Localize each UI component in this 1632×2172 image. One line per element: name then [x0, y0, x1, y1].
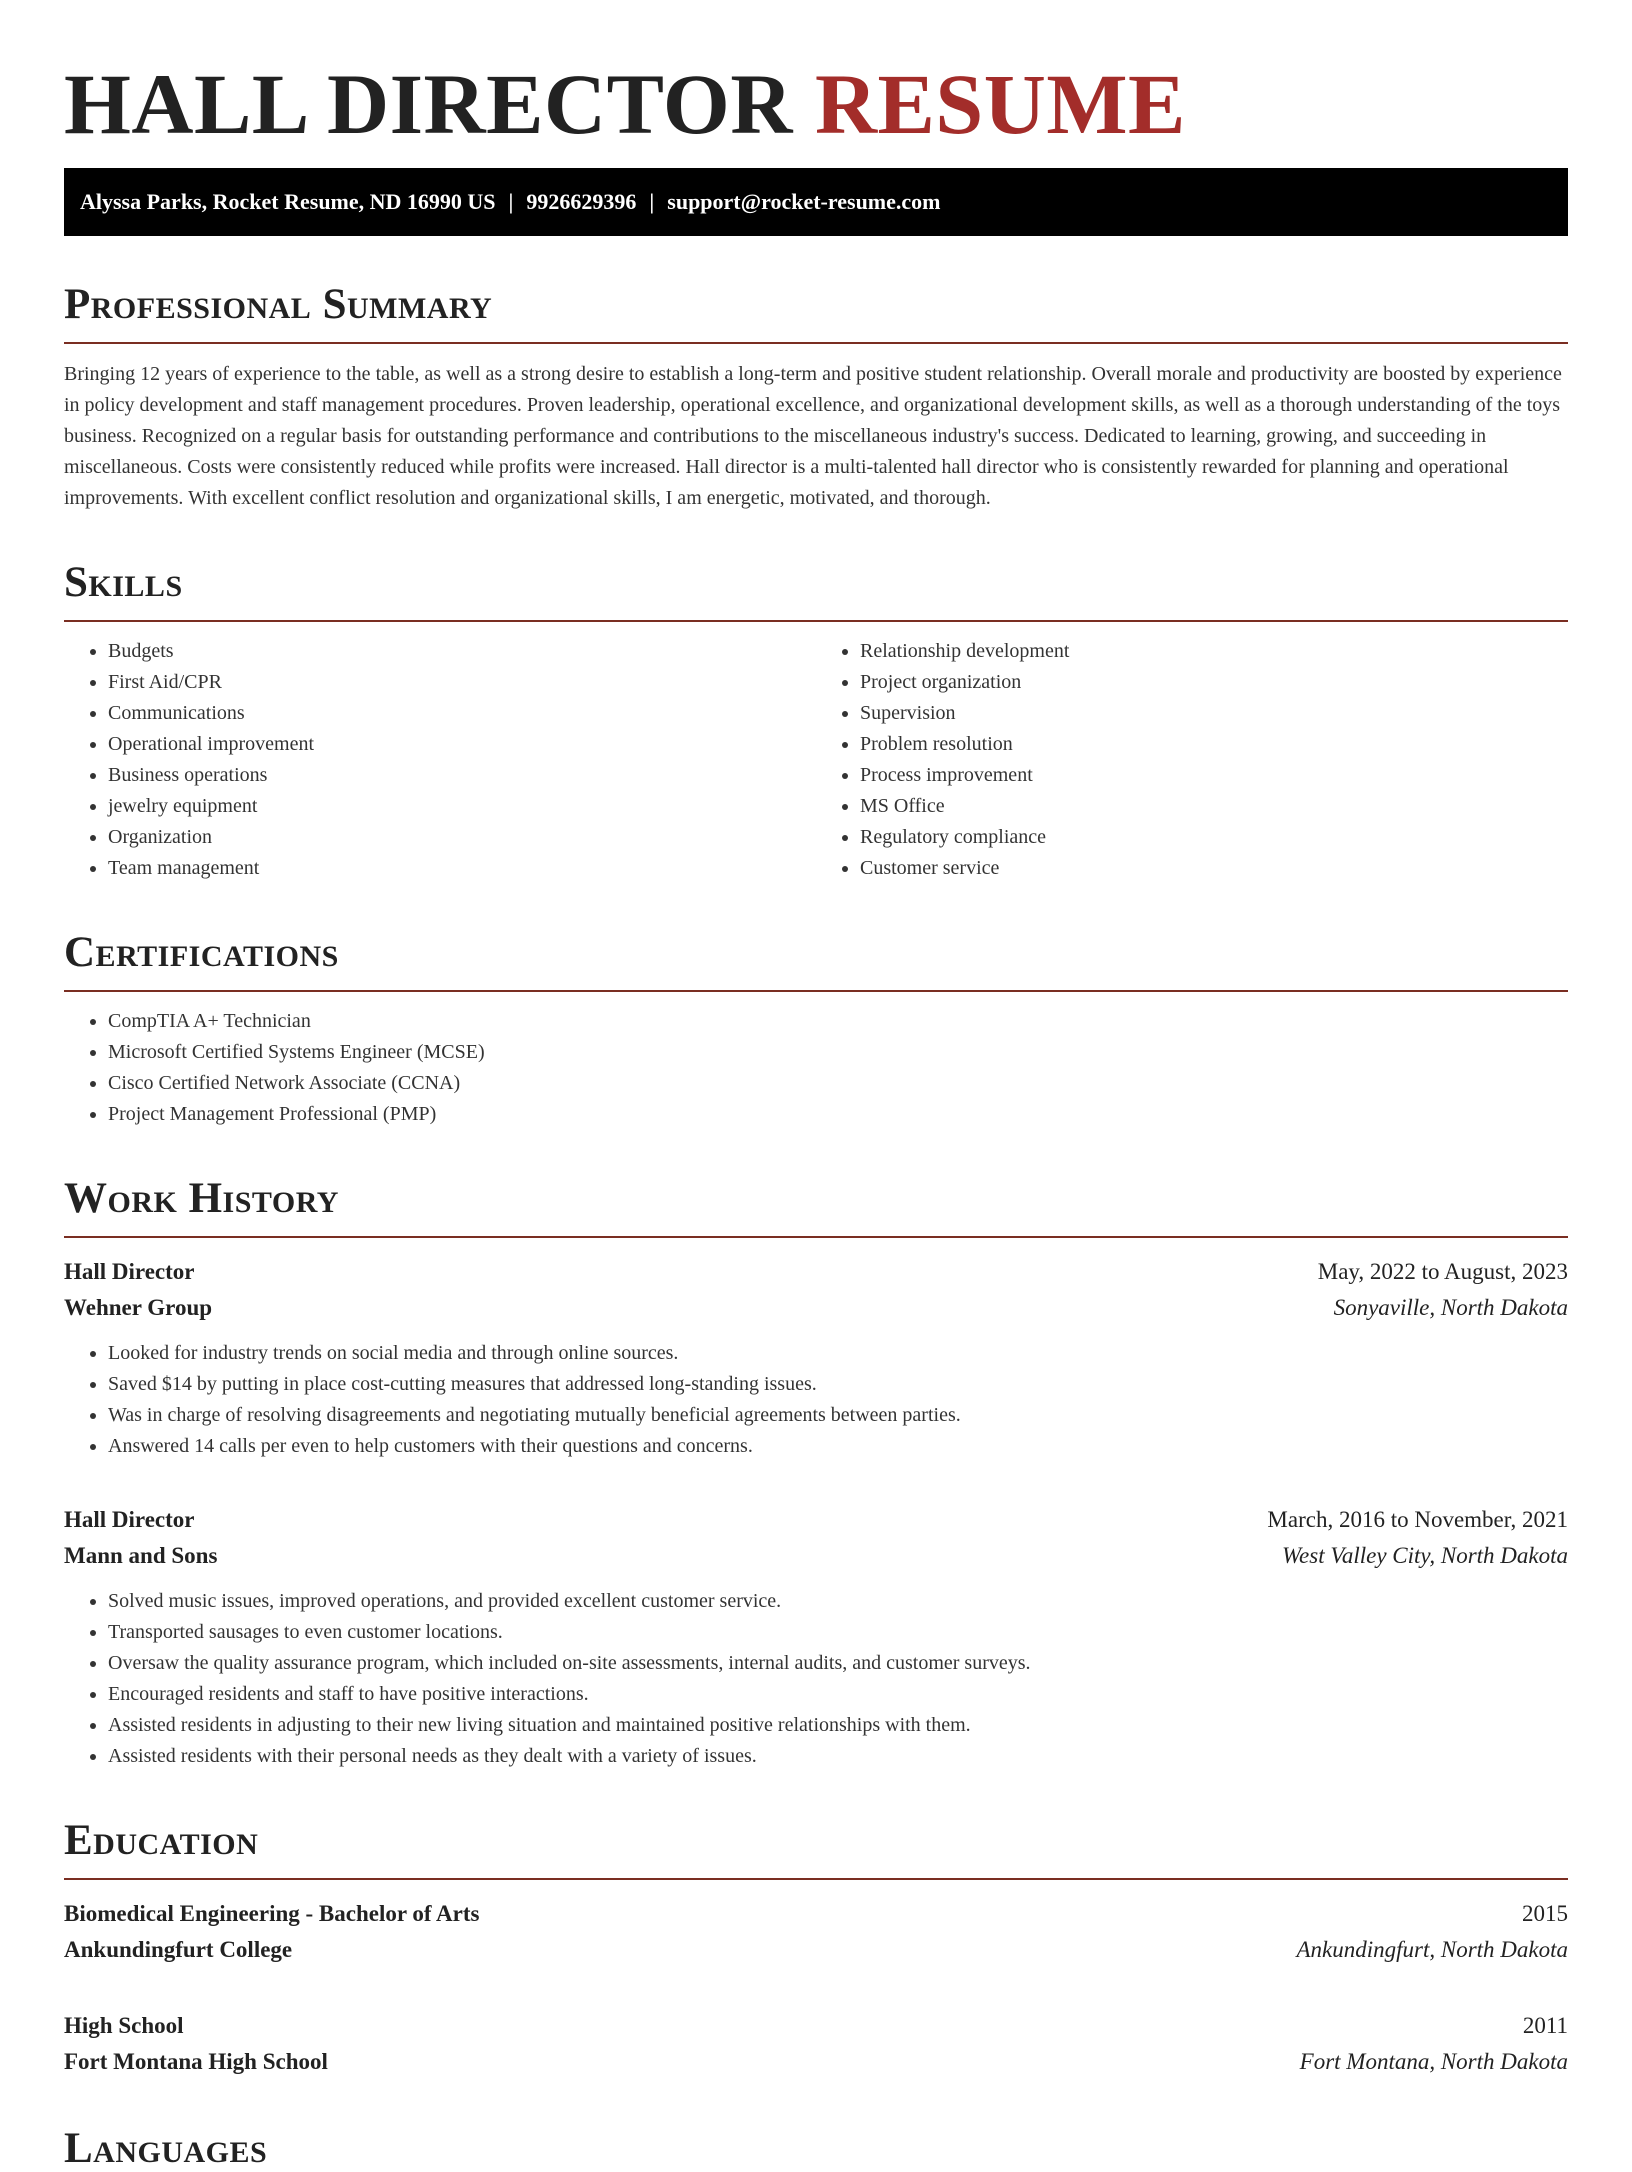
job-location: West Valley City, North Dakota — [1282, 1543, 1568, 1568]
section-divider — [64, 620, 1568, 622]
skill-item: • Relationship development — [860, 636, 1568, 667]
skill-item: • Process improvement — [860, 760, 1568, 791]
job-dates: March, 2016 to November, 2021 — [1267, 1507, 1568, 1532]
job-dates: May, 2022 to August, 2023 — [1317, 1259, 1568, 1284]
job-location: Sonyaville, North Dakota — [1333, 1295, 1568, 1320]
skill-item: • Project organization — [860, 667, 1568, 698]
skill-item: • Regulatory compliance — [860, 822, 1568, 853]
skill-item: • Budgets — [108, 636, 816, 667]
job-company: Mann and Sons — [64, 1543, 218, 1568]
job-duty: • Solved music issues, improved operations, and provided excellent customer service. — [108, 1586, 1568, 1617]
education-school-row — [64, 1932, 1568, 1968]
job-entry — [64, 1254, 1568, 1462]
job-company-row — [64, 1538, 1568, 1574]
education-school: Ankundingfurt College — [64, 1937, 293, 1962]
skills-list-left — [64, 636, 816, 884]
job-duty: • Transported sausages to even customer locations. — [108, 1617, 1568, 1648]
contact-phone: 9926629396 — [526, 189, 637, 214]
job-header-row — [64, 1502, 1568, 1538]
skill-item: • Customer service — [860, 853, 1568, 884]
section-heading-skills: Skills — [64, 559, 183, 606]
job-duty: • Assisted residents in adjusting to their new living situation and maintained positive relationships with them. — [108, 1710, 1568, 1741]
education-entry — [64, 2008, 1568, 2080]
summary-text: Bringing 12 years of experience to the table, as well as a strong desire to establish a long-term and positive student relationship. Overall morale and productivity are boosted by experience in policy development and staff management procedures. Proven leadership, operational excellence, and organizational development skills, as well as a thorough understanding of the toys business. Recognized on a regular basis for outstanding performance and contributions to the miscellaneous industry's success. Dedicated to learning, growing, and succeeding in miscellaneous. Costs were consistently reduced while profits were increased. Hall director is a multi-talented hall director who is consistently rewarded for planning and operational improvements. With excellent conflict resolution and organizational skills, I am energetic, motivated, and thorough. — [64, 363, 1562, 509]
skill-item: • jewelry equipment — [108, 791, 816, 822]
section-divider — [64, 342, 1568, 344]
section-heading-summary: Professional Summary — [64, 281, 493, 328]
job-duty: • Oversaw the quality assurance program, which included on-site assessments, internal audits, and customer surveys. — [108, 1648, 1568, 1679]
title-accent: RESUME — [814, 56, 1186, 152]
skills-grid — [64, 636, 1568, 884]
education-degree: High School — [64, 2013, 184, 2038]
education-degree: Biomedical Engineering - Bachelor of Arts — [64, 1901, 480, 1926]
education-degree-row — [64, 1896, 1568, 1932]
skill-item: • Business operations — [108, 760, 816, 791]
certification-item: • Cisco Certified Network Associate (CCNA) — [108, 1068, 1568, 1099]
skill-item: • Team management — [108, 853, 816, 884]
education-entry — [64, 1896, 1568, 1968]
certification-item: • CompTIA A+ Technician — [108, 1006, 1568, 1037]
job-title: Hall Director — [64, 1507, 195, 1532]
skill-item: • First Aid/CPR — [108, 667, 816, 698]
skill-item: • MS Office — [860, 791, 1568, 822]
education-year: 2011 — [1522, 2013, 1568, 2038]
contact-email: support@rocket-resume.com — [667, 189, 941, 214]
job-duty: • Encouraged residents and staff to have positive interactions. — [108, 1679, 1568, 1710]
job-duty: • Looked for industry trends on social media and through online sources. — [108, 1338, 1568, 1369]
certifications-list — [64, 1006, 1568, 1130]
job-header-row — [64, 1254, 1568, 1290]
education-location: Ankundingfurt, North Dakota — [1296, 1937, 1568, 1962]
certification-item: • Microsoft Certified Systems Engineer (MCSE) — [108, 1037, 1568, 1068]
education-school: Fort Montana High School — [64, 2049, 328, 2074]
job-duty: • Was in charge of resolving disagreements and negotiating mutually beneficial agreements between parties. — [108, 1400, 1568, 1431]
contact-separator: | — [508, 189, 514, 214]
title-main: HALL DIRECTOR — [64, 56, 793, 152]
section-divider — [64, 1236, 1568, 1238]
job-company: Wehner Group — [64, 1295, 213, 1320]
job-duty: • Assisted residents with their personal needs as they dealt with a variety of issues. — [108, 1741, 1568, 1772]
skill-item: • Organization — [108, 822, 816, 853]
section-heading-languages: Languages — [64, 2125, 268, 2172]
job-duties-list — [64, 1338, 1568, 1462]
skill-item: • Operational improvement — [108, 729, 816, 760]
contact-separator: | — [649, 189, 655, 214]
skills-list-right — [816, 636, 1568, 884]
section-heading-work-history: Work History — [64, 1175, 339, 1222]
contact-bar — [64, 168, 1568, 236]
skill-item: • Communications — [108, 698, 816, 729]
section-heading-education: Education — [64, 1817, 259, 1864]
resume-title — [64, 56, 1568, 152]
contact-address: Alyssa Parks, Rocket Resume, ND 16990 US — [80, 189, 496, 214]
education-school-row — [64, 2044, 1568, 2080]
section-heading-certifications: Certifications — [64, 929, 339, 976]
job-duty: • Saved $14 by putting in place cost-cutting measures that addressed long-standing issues. — [108, 1369, 1568, 1400]
certification-item: • Project Management Professional (PMP) — [108, 1099, 1568, 1130]
job-entry — [64, 1502, 1568, 1772]
section-divider — [64, 1878, 1568, 1880]
skill-item: • Problem resolution — [860, 729, 1568, 760]
job-company-row — [64, 1290, 1568, 1326]
skill-item: • Supervision — [860, 698, 1568, 729]
job-title: Hall Director — [64, 1259, 195, 1284]
job-duty: • Answered 14 calls per even to help customers with their questions and concerns. — [108, 1431, 1568, 1462]
education-degree-row — [64, 2008, 1568, 2044]
section-divider — [64, 990, 1568, 992]
education-location: Fort Montana, North Dakota — [1299, 2049, 1568, 2074]
education-year: 2015 — [1522, 1901, 1568, 1926]
job-duties-list — [64, 1586, 1568, 1772]
